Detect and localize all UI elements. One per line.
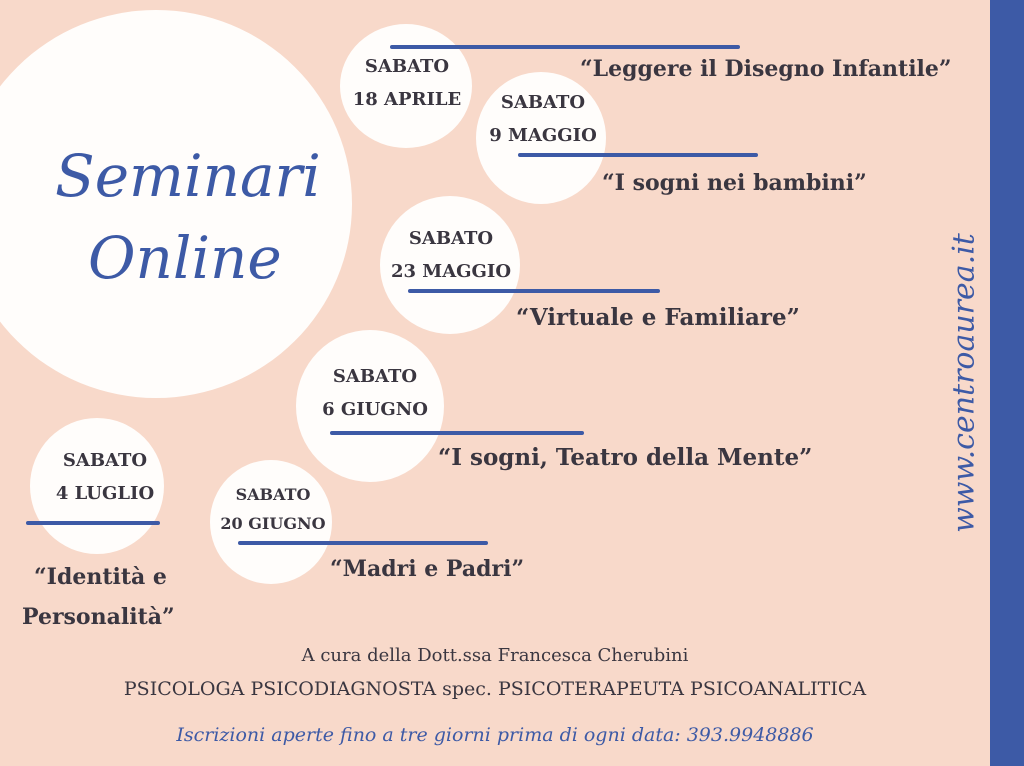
seminar-date-9-maggio: [478, 86, 608, 152]
seminar-day: SABATO: [235, 485, 311, 504]
seminar-date: 4 LUGLIO: [55, 483, 155, 504]
seminar-date-18-aprile: [345, 50, 469, 116]
seminar-title-leggere-disegno: “Leggere il Disegno Infantile”: [580, 56, 952, 82]
seminar-date: 6 GIUGNO: [322, 399, 428, 420]
underline-20-giugno: [238, 541, 488, 545]
underline-4-luglio: [26, 521, 160, 525]
seminar-title-identita-line2: Personalità”: [22, 604, 175, 630]
heading-online: Online: [88, 224, 282, 292]
seminar-date-23-maggio: [382, 222, 520, 288]
seminar-date: 23 MAGGIO: [390, 261, 512, 282]
curator-line: A cura della Dott.ssa Francesca Cherubini: [301, 645, 689, 666]
underline-6-giugno: [330, 431, 584, 435]
seminar-title-identita-line1: “Identità e: [34, 564, 167, 590]
seminar-title-madri-padri: “Madri e Padri”: [330, 556, 525, 582]
seminar-date: 9 MAGGIO: [489, 125, 597, 146]
seminar-date: 20 GIUGNO: [220, 514, 326, 533]
seminar-day: SABATO: [408, 228, 494, 249]
profession-line: PSICOLOGA PSICODIAGNOSTA spec. PSICOTERAPEUTA PSICOANALITICA: [123, 678, 867, 700]
seminar-title-sogni-bambini: “I sogni nei bambini”: [602, 170, 867, 196]
seminar-date-6-giugno: [302, 360, 448, 426]
seminar-day: SABATO: [62, 450, 148, 471]
seminar-day: SABATO: [364, 56, 450, 77]
seminar-day: SABATO: [332, 366, 418, 387]
seminar-title-virtuale-familiare: “Virtuale e Familiare”: [516, 304, 800, 331]
website-link[interactable]: www.centroaurea.it: [946, 233, 982, 533]
signup-line: Iscrizioni aperte fino a tre giorni prima di ogni data: 393.9948886: [176, 724, 814, 746]
right-accent-bar: [990, 0, 1024, 766]
seminar-day: SABATO: [500, 92, 586, 113]
underline-18-aprile: [390, 45, 740, 49]
heading-seminari: Seminari: [55, 142, 321, 210]
seminar-date: 18 APRILE: [352, 89, 462, 110]
underline-9-maggio: [518, 153, 758, 157]
underline-23-maggio: [408, 289, 660, 293]
seminar-date-4-luglio: [36, 444, 174, 510]
seminar-title-sogni-teatro: “I sogni, Teatro della Mente”: [438, 444, 813, 471]
seminar-date-20-giugno: [212, 480, 334, 538]
